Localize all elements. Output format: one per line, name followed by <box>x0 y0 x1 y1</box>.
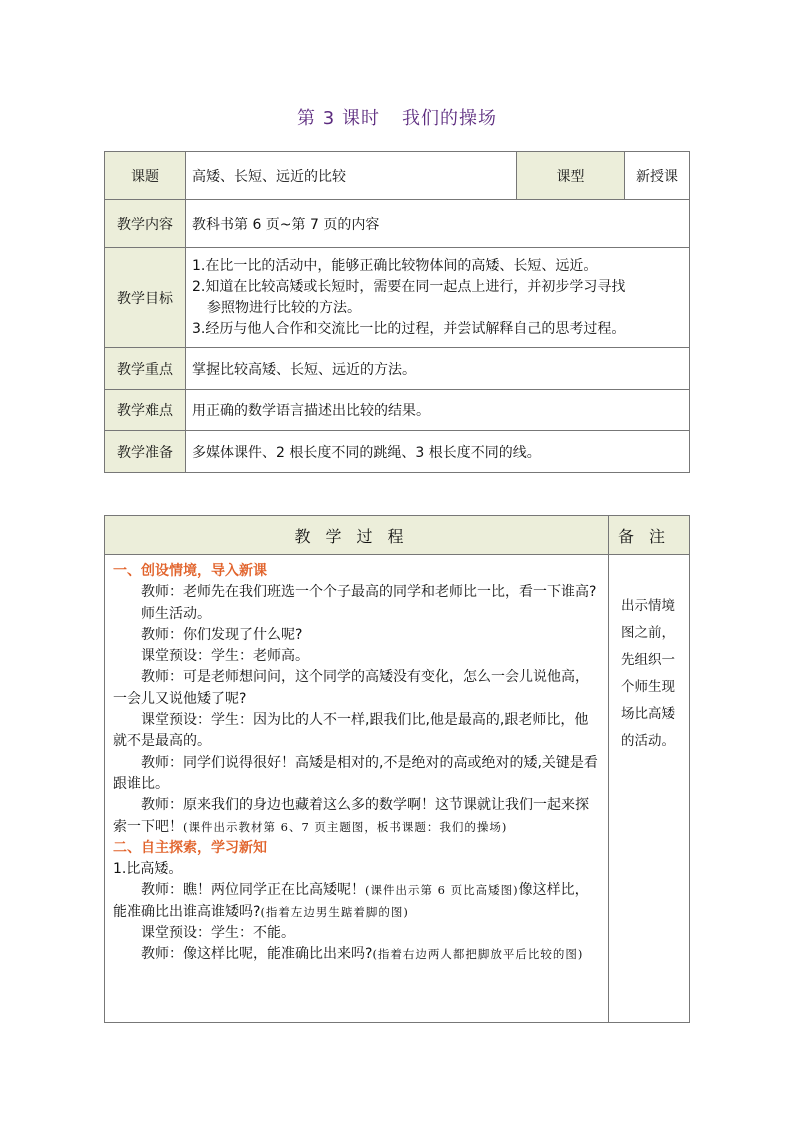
topic-label: 课题 <box>105 152 186 200</box>
paragraph: 课堂预设：学生：因为比的人不一样,跟我们比,他是最高的,跟老师比，他就不是最高的。 <box>113 712 589 750</box>
difficulty-row <box>105 390 690 431</box>
paragraph-text: 教师：像这样比呢，能准确比出来吗? <box>141 946 373 963</box>
prep-label: 教学准备 <box>105 431 186 473</box>
section-heading: 一、创设情境，导入新课 <box>113 563 267 579</box>
page-title <box>0 104 794 130</box>
type-label: 课型 <box>517 152 625 200</box>
note-header: 备注 <box>609 516 690 555</box>
note-content: 出示情境图之前，先组织一个师生现场比高矮的活动。 <box>609 555 690 1023</box>
annotation: (课件出示教材第 6、7 页主题图，板书课题：我们的操场) <box>183 819 508 834</box>
key-value: 掌握比较高矮、长短、远近的方法。 <box>186 348 690 390</box>
paragraph: 1.比高矮。 <box>113 861 183 878</box>
prep-row <box>105 431 690 473</box>
content-label: 教学内容 <box>105 200 186 248</box>
paragraph: 教师：老师先在我们班选一个个子最高的同学和老师比一比，看一下谁高? <box>141 584 597 601</box>
paragraph: 教师：同学们说得很好！高矮是相对的,不是绝对的高或绝对的矮,关键是看跟谁比。 <box>113 754 598 792</box>
content-value: 教科书第 6 页~第 7 页的内容 <box>186 200 690 248</box>
goal-item: 3.经历与他人合作和交流比一比的过程，并尝试解释自己的思考过程。 <box>192 320 626 337</box>
difficulty-label: 教学难点 <box>105 390 186 431</box>
paragraph: 课堂预设：学生：老师高。 <box>141 648 309 665</box>
type-value: 新授课 <box>625 152 690 200</box>
lesson-name: 我们的操场 <box>401 108 497 129</box>
paragraph-text: 像这样比，能准确比出谁高谁矮吗? <box>113 882 589 920</box>
goals-row <box>105 248 690 348</box>
key-label: 教学重点 <box>105 348 186 390</box>
goals-label: 教学目标 <box>105 248 186 348</box>
annotation: (指着左边男生踮着脚的图) <box>260 904 409 919</box>
paragraph: 教师：可是老师想问问，这个同学的高矮没有变化，怎么一会儿说他高，一会儿又说他矮了呢? <box>113 669 589 707</box>
teaching-process-table <box>104 515 690 1023</box>
topic-row <box>105 152 690 200</box>
goals-value <box>186 248 690 348</box>
prep-value: 多媒体课件、2 根长度不同的跳绳、3 根长度不同的线。 <box>186 431 690 473</box>
paragraph: 师生活动。 <box>141 605 211 622</box>
paragraph-text: 教师：原来我们的身边也藏着这么多的数学啊！这节课就让我们一起来探索一下吧！ <box>113 797 589 835</box>
lesson-number: 第 3 课时 <box>297 108 380 129</box>
topic-value: 高矮、长短、远近的比较 <box>186 152 517 200</box>
difficulty-value: 用正确的数学语言描述出比较的结果。 <box>186 390 690 431</box>
paragraph: 教师：你们发现了什么呢? <box>141 626 303 643</box>
annotation: (指着右边两人都把脚放平后比较的图) <box>372 947 584 962</box>
key-row <box>105 348 690 390</box>
process-content <box>105 555 609 1023</box>
paragraph-text: 教师：瞧！两位同学正在比高矮呢！ <box>141 882 365 899</box>
process-header-row <box>105 516 690 555</box>
content-row <box>105 200 690 248</box>
process-body-row <box>105 555 690 1023</box>
goal-item: 参照物进行比较的方法。 <box>207 299 361 316</box>
section-heading: 二、自主探索，学习新知 <box>113 839 267 856</box>
process-header: 教学过程 <box>105 516 609 555</box>
paragraph <box>113 944 602 965</box>
lesson-info-table <box>104 151 690 473</box>
paragraph: 课堂预设：学生：不能。 <box>141 925 295 942</box>
goal-item: 1.在比一比的活动中，能够正确比较物体间的高矮、长短、远近。 <box>192 257 598 274</box>
annotation: (课件出示第 6 页比高矮图) <box>365 883 519 898</box>
paragraph <box>113 880 602 923</box>
goal-item: 2.知道在比较高矮或长短时，需要在同一起点上进行，并初步学习寻找 <box>192 278 626 295</box>
paragraph <box>113 795 602 838</box>
